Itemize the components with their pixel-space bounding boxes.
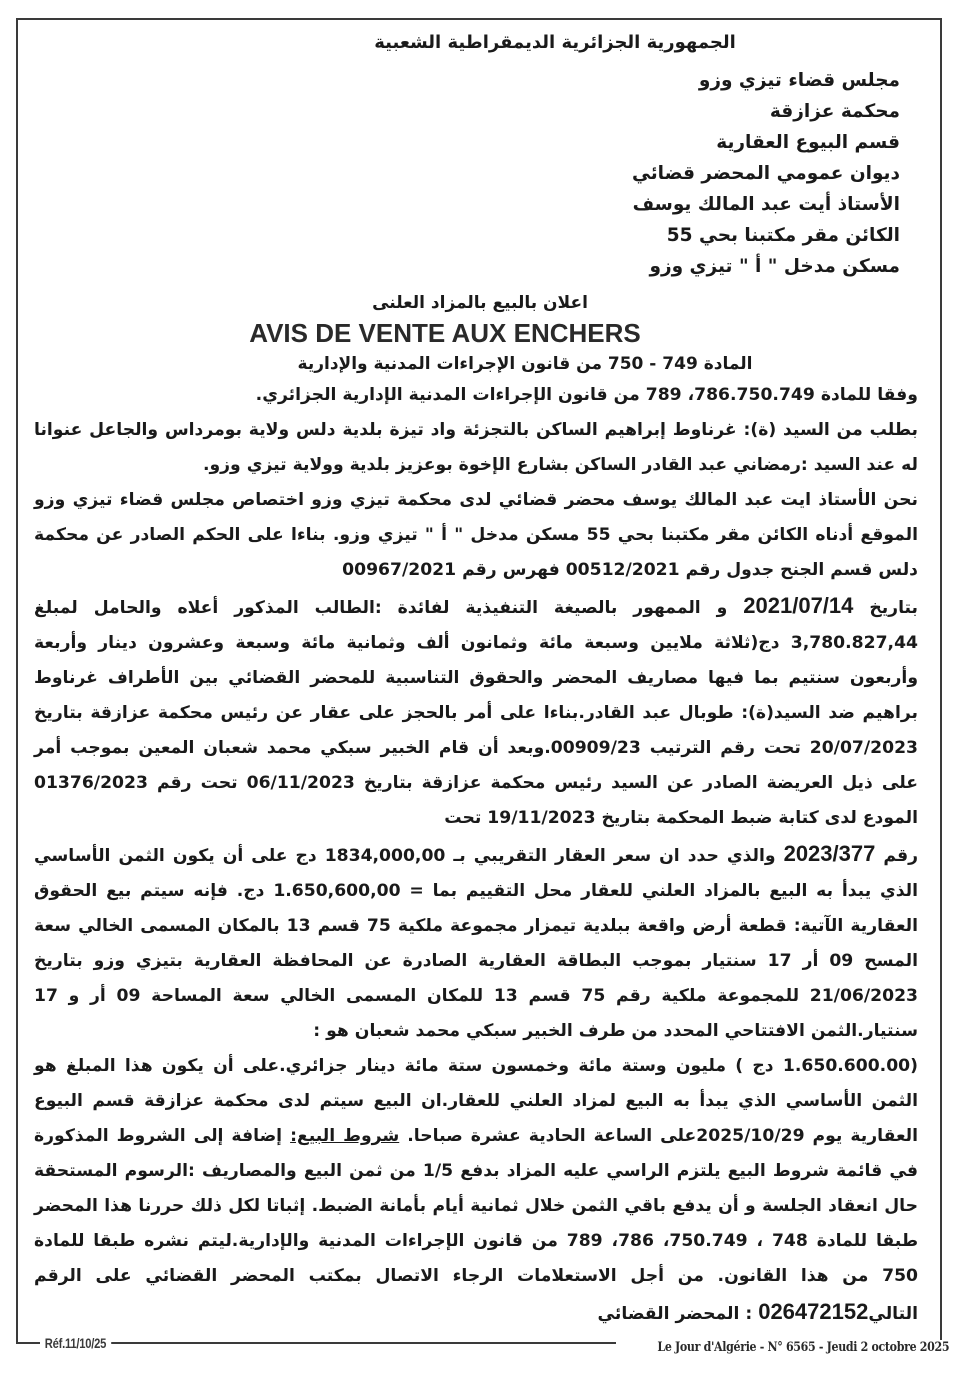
auction-notice (30, 26, 930, 1332)
footer-reference: Réf.11/10/25 (40, 1335, 111, 1351)
issuer-line-office: ديوان عمومي المحضر قضائي (631, 163, 900, 184)
republic-title: الجمهورية الجزائرية الديمقراطية الشعبية (374, 32, 736, 53)
issuer-block (30, 65, 930, 282)
report-number: 2023/377 (783, 841, 876, 866)
issuer-line-court: محكمة عزازقة (769, 101, 900, 122)
issuer-line-address1: الكائن مقر مكتبنا بحي 55 (666, 225, 900, 246)
issuer-line-bailiff: الأستاذ أيت عبد المالك يوسف (632, 194, 900, 215)
judgment-details: و الممهور بالصيغة التنفيذية لفائدة :الطالب المذكور أعلاه والحامل لمبلغ 3,780.827,44 دج(ثلاثة ملايين وسبعة مائة وثمانون ألف وثمانية مائة وسبعة وعشرون دينار وأربعة وأربعون سنتيم بما فيها مصاريف المحضر والحقوق التناسبية للمحضر القضائي بين الأطراف غرناوط براهيم ضد السيد(ة): طوبال عبد القادر.بناءا على أمر بالحجز على عقار عن رئيس محكمة عزازقة بتاريخ 20/07/2023 تحت رقم الترتيب 00909/23.وبعد أن قام الخبير سبكي محمد شعبان المعين بموجب أمر على ذيل العريضة الصادر عن السيد رئيس محكمة عزازقة بتاريخ 06/11/2023 تحت رقم 01376/2023 المودع لدى كتابة ضبط المحكمة بتاريخ 19/11/2023 تحت (34, 598, 918, 828)
issuer-line-address2: مسكن مدخل " أ " تيزي وزو (649, 256, 900, 277)
contact-phone: 026472152 (758, 1299, 869, 1324)
starting-price-text: (1.650.600.00 دج ) مليون وستة مائة وخمسون ستة مائة دينار جزائري.على أن يكون هذا المبلغ هو الثمن الأساسي الذي يبدأ به البيع لمزاد العلني للعقار.ان البيع سيتم لدى محكمة عزازقة قسم البيوع العقارية يوم 2025/10/29على الساعة الحادية عشرة صباحا. (34, 1056, 919, 1146)
valuation-details: والذي حدد ان سعر العقار التقريبي بـ 1834,000,00 دج على أن يكون الثمن الأساسي الذي يبدأ به البيع بالمزاد العلني للعقار محل التقييم بما = 1.650,600,00 دج. فإنه سيتم بيع الحقوق العقارية الآتية: قطعة أرض واقعة ببلدية تيمزار مجموعة ملكية 75 قسم 13 بالمكان المسمى الخالي سعة المسح 09 أر 17 سنتيار بموجب البطاقة العقارية الصادرة عن المحافظة العقارية بتيزي وزو بتاريخ 21/06/2023 للمجموعة ملكية رقم 75 قسم 13 للمكان المسمى الخالي سعة المساحة 09 أر و 17 سنتيار.الثمن الافتتاحي المحدد من طرف الخبير سبكي محمد شعبان هو : (34, 846, 919, 1041)
body-paragraph-judgment (34, 588, 918, 836)
body-paragraph-valuation (34, 836, 918, 1049)
judgment-date: 2021/07/14 (743, 593, 854, 618)
notice-body (30, 378, 930, 1332)
judgment-date-prefix: بتاريخ (869, 598, 919, 618)
article-reference: المادة 749 - 750 من قانون الإجراءات المدنية والإدارية (297, 354, 753, 374)
issuer-line-council: مجلس قضاء تيزي وزو (698, 70, 900, 91)
sale-terms-details: إضافة إلى الشروط المذكورة في قائمة شروط البيع يلتزم الراسي عليه المزاد بدفع 1/5 من ثمن البيع والمصاريف :الرسوم المستحقة حال انعقاد الجلسة و أن يدفع باقي الثمن خلال ثمانية أيام بأمانة الضبط. إثباتا لكل ذلك حررنا هذا المحضر طبقا للمادة 748 ، 750.749، 786، 789 من قانون الإجراءات المدنية والإدارية.ليتم نشره طبقا للمادة 750 من هذا القانون. من أجل الاستعلامات الرجاء الاتصال بمكتب المحضر القضائي على الرقم التالي (34, 1126, 919, 1324)
body-paragraph-bailiff: نحن الأستاذ ايت عبد المالك يوسف محضر قضائي لدى محكمة تيزي وزو اختصاص مجلس قضاء تيزي وزو الموقع أدناه الكائن مقر مكتبنا بحي 55 مسكن مدخل " أ " تيزي وزو. بناءا على الحكم الصادر عن محكمة دلس قسم الجنح جدول رقم 00512/2021 فهرس رقم 00967/2021 (34, 490, 919, 580)
body-paragraph-legal-basis: وفقا للمادة 786.750.749، 789 من قانون الإجراءات المدنية الإدارية الجزائري. (255, 385, 918, 405)
announcement-title-fr: AVIS DE VENTE AUX ENCHERS (249, 318, 641, 348)
signature: : المحضر القضائي (597, 1304, 753, 1324)
footer-publication: Le Jour d'Algérie - N° 6565 - Jeudi 2 octobre 2025 (652, 1340, 954, 1355)
sale-terms-label: شروط البيع: (290, 1126, 400, 1146)
body-paragraph-sale-terms (34, 1049, 918, 1332)
report-number-prefix: رقم (883, 846, 918, 866)
body-paragraph-requester: بطلب من السيد (ة): غرناوط إبراهيم الساكن بالتجزئة واد تيزة بلدية دلس ولاية بومرداس والجاعل عنوانا له عند السيد :رمضاني عبد القادر الساكن بشارع الإخوة بوعزيز بلدية وولاية تيزي وزو. (34, 420, 918, 475)
issuer-line-section: قسم البيوع العقارية (716, 132, 900, 153)
announcement-title-ar: اعلان بالبيع بالمزاد العلنى (372, 293, 588, 313)
